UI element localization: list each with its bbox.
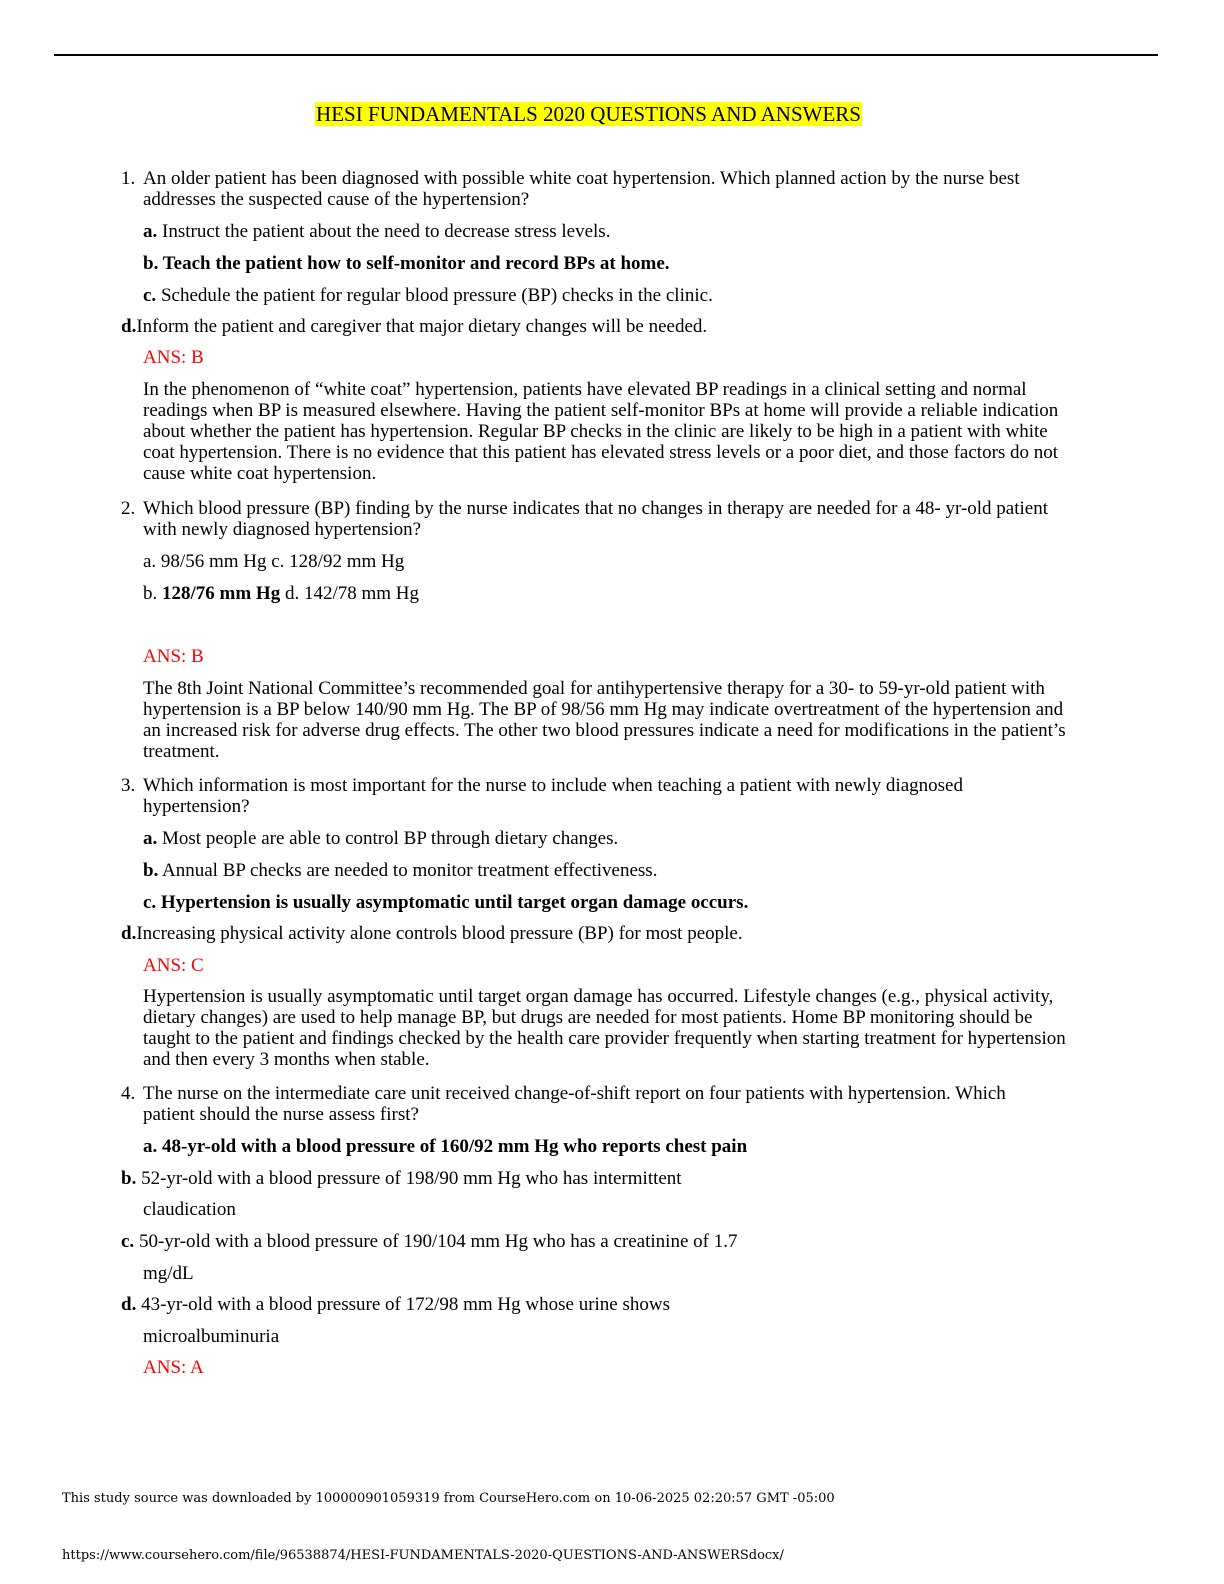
document-title: HESI FUNDAMENTALS 2020 QUESTIONS AND ANSWERS bbox=[316, 102, 861, 126]
q4-option-d: d. 43-yr-old with a blood pressure of 172/98 mm Hg whose urine shows bbox=[121, 1294, 670, 1315]
q4-number: 4. bbox=[121, 1083, 136, 1104]
q3-option-b: b. Annual BP checks are needed to monitor treatment effectiveness. bbox=[143, 860, 658, 881]
q4-answer: ANS: A bbox=[143, 1357, 204, 1378]
q1-rationale: In the phenomenon of “white coat” hypertension, patients have elevated BP readings in a clinical setting and normal readings when BP is measured elsewhere. Having the patient self-monitor BPs at home will provide a reliable indication about whether the patient has hypertension. Regular BP checks in the clinic are likely to be high in a patient with white coat hypertension. There is no evidence that this patient has elevated stress levels or a poor diet, and those factors do not cause white coat hypertension. bbox=[143, 379, 1059, 484]
footer-source: This study source was downloaded by 100000901059319 from CourseHero.com on 10-06-2025 02:20:57 GMT -05:00 bbox=[62, 1491, 835, 1506]
q4-option-b: b. 52-yr-old with a blood pressure of 198/90 mm Hg who has intermittent bbox=[121, 1168, 682, 1189]
q2-options-row1: a. 98/56 mm Hg c. 128/92 mm Hg bbox=[143, 551, 405, 572]
q4-stem: The nurse on the intermediate care unit received change-of-shift report on four patients with hypertension. Which patient should the nurse assess first? bbox=[143, 1083, 1006, 1125]
q4-option-d-cont: microalbuminuria bbox=[143, 1326, 280, 1347]
q4-option-b-cont: claudication bbox=[143, 1199, 236, 1220]
q3-number: 3. bbox=[121, 775, 136, 796]
top-rule bbox=[54, 54, 1158, 56]
q3-option-c: c. Hypertension is usually asymptomatic until target organ damage occurs. bbox=[143, 892, 749, 913]
q1-option-d: d.Inform the patient and caregiver that major dietary changes will be needed. bbox=[121, 316, 708, 337]
q1-answer: ANS: B bbox=[143, 347, 204, 368]
q4-option-c-cont: mg/dL bbox=[143, 1263, 194, 1284]
footer-url[interactable]: https://www.coursehero.com/file/96538874/HESI-FUNDAMENTALS-2020-QUESTIONS-AND-ANSWERSdocx/ bbox=[62, 1548, 784, 1563]
q3-option-a: a. Most people are able to control BP through dietary changes. bbox=[143, 828, 619, 849]
q4-option-c: c. 50-yr-old with a blood pressure of 190/104 mm Hg who has a creatinine of 1.7 bbox=[121, 1231, 738, 1252]
q1-option-c: c. Schedule the patient for regular blood pressure (BP) checks in the clinic. bbox=[143, 285, 713, 306]
q2-answer: ANS: B bbox=[143, 646, 204, 667]
q2-options-row2: b. 128/76 mm Hg d. 142/78 mm Hg bbox=[143, 583, 420, 604]
q3-rationale: Hypertension is usually asymptomatic until target organ damage has occurred. Lifestyle changes (e.g., physical activity, dietary changes) are used to help manage BP, but drugs are needed for most patients. Home BP monitoring should be taught to the patient and findings checked by the health care provider frequently when starting treatment for hypertension and then every 3 months when stable. bbox=[143, 986, 1066, 1070]
q2-rationale: The 8th Joint National Committee’s recommended goal for antihypertensive therapy for a 30- to 59-yr-old patient with hypertension is a BP below 140/90 mm Hg. The BP of 98/56 mm Hg may indicate overtreatment of the hypertension and an increased risk for adverse drug effects. The other two blood pressures indicate a need for modifications in the patient’s treatment. bbox=[143, 678, 1066, 762]
q2-number: 2. bbox=[121, 498, 136, 519]
q3-answer: ANS: C bbox=[143, 955, 204, 976]
q1-option-a: a. Instruct the patient about the need to decrease stress levels. bbox=[143, 221, 611, 242]
q3-option-d: d.Increasing physical activity alone controls blood pressure (BP) for most people. bbox=[121, 923, 743, 944]
q4-option-a: a. 48-yr-old with a blood pressure of 160/92 mm Hg who reports chest pain bbox=[143, 1136, 748, 1157]
q1-stem: An older patient has been diagnosed with possible white coat hypertension. Which planned action by the nurse best addresses the suspected cause of the hypertension? bbox=[143, 168, 1020, 210]
q2-stem: Which blood pressure (BP) finding by the nurse indicates that no changes in therapy are needed for a 48- yr-old patient with newly diagnosed hypertension? bbox=[143, 498, 1049, 540]
q1-number: 1. bbox=[121, 168, 136, 189]
q1-option-b: b. Teach the patient how to self-monitor and record BPs at home. bbox=[143, 253, 670, 274]
q3-stem: Which information is most important for the nurse to include when teaching a patient with newly diagnosed hypertension? bbox=[143, 775, 963, 817]
